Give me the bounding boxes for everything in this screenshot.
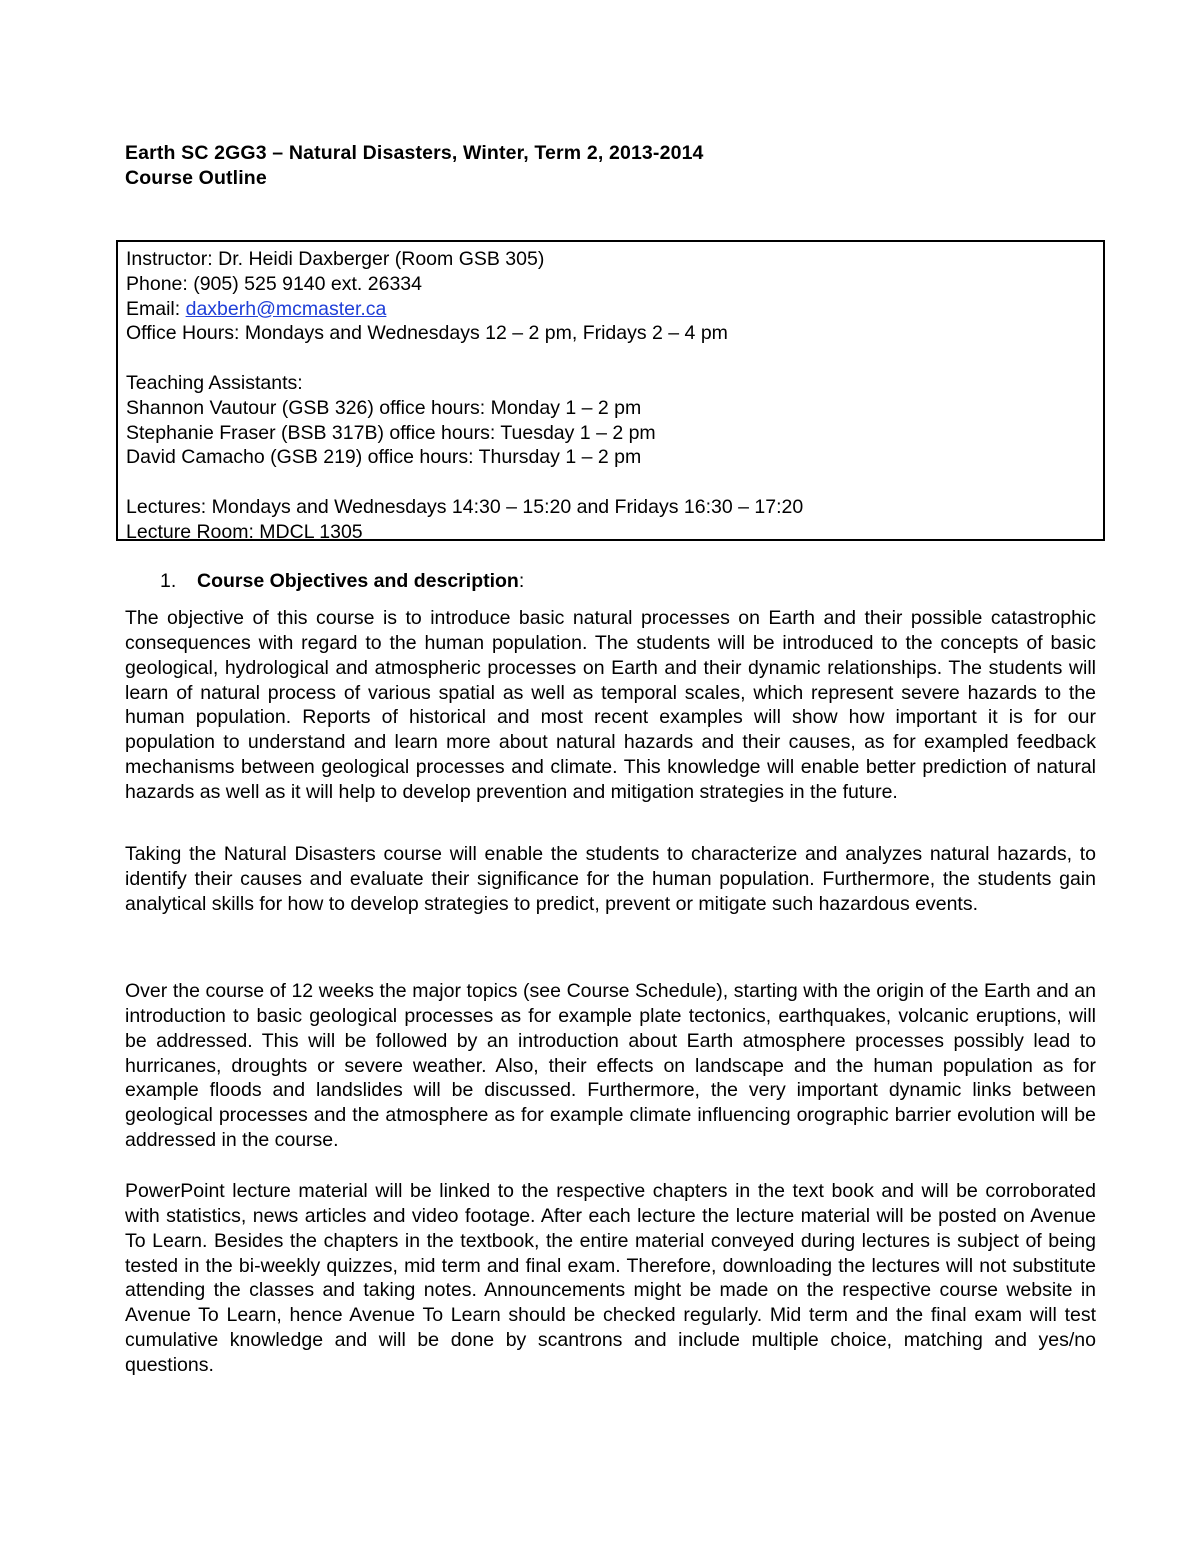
instructor-line: Instructor: Dr. Heidi Daxberger (Room GSB 305) xyxy=(126,248,545,270)
paragraph-skills: Taking the Natural Disasters course will enable the students to characterize and analyzes natural hazards, to identify their causes and evaluate their significance for the human population. Furthermore, the students gain analytical skills for how to develop strategies to predict, prevent or mitigate such hazardous events. xyxy=(125,843,1096,915)
spacer xyxy=(126,346,1095,371)
ta-heading: Teaching Assistants: xyxy=(126,371,303,394)
lecture-room-line: Lecture Room: MDCL 1305 xyxy=(126,520,363,543)
ta-line: Stephanie Fraser (BSB 317B) office hours: Tuesday 1 – 2 pm xyxy=(126,421,656,444)
course-info-box xyxy=(116,240,1105,541)
paragraph-objective: The objective of this course is to introduce basic natural processes on Earth and their possible catastrophic consequences with regard to the human population. The students will be introduced to the concepts of basic geological, hydrological and atmospheric processes on Earth and their dynamic relationships. The students will learn of natural process of various spatial as well as temporal scales, which represent severe hazards to the human population. Reports of historical and most recent examples will show how important it is for our population to understand and learn more about natural hazards and their causes, as for exampled feedback mechanisms between geological processes and climate. This knowledge will enable better prediction of natural hazards as well as it will help to develop prevention and mitigation strategies in the future. xyxy=(125,607,1096,803)
email-line xyxy=(126,297,1095,322)
section-heading-objectives xyxy=(160,569,524,594)
office-hours-line: Office Hours: Mondays and Wednesdays 12 – 2 pm, Fridays 2 – 4 pm xyxy=(126,322,728,345)
lectures-line: Lectures: Mondays and Wednesdays 14:30 – 15:20 and Fridays 16:30 – 17:20 xyxy=(126,495,804,518)
spacer xyxy=(126,470,1095,495)
course-title: Earth SC 2GG3 – Natural Disasters, Winter, Term 2, 2013-2014 xyxy=(125,142,704,164)
ta-line: David Camacho (GSB 219) office hours: Thursday 1 – 2 pm xyxy=(126,446,642,469)
email-label: Email: xyxy=(126,297,186,320)
document-header xyxy=(125,141,1085,191)
ta-line: Shannon Vautour (GSB 326) office hours: Monday 1 – 2 pm xyxy=(126,396,642,419)
section-title: Course Objectives and description xyxy=(197,570,519,592)
section-colon: : xyxy=(518,570,525,592)
phone-line: Phone: (905) 525 9140 ext. 26334 xyxy=(126,272,422,295)
section-number: 1. xyxy=(160,570,177,592)
paragraph-topics: Over the course of 12 weeks the major topics (see Course Schedule), starting with the origin of the Earth and an introduction to basic geological processes as for example plate tectonics, earthquakes, volcanic eruptions, will be addressed. This will be followed by an introduction about Earth atmosphere processes possibly lead to hurricanes, droughts or severe weather. Also, their effects on landscape and the human population as for example floods and landslides will be discussed. Furthermore, the very important dynamic links between geological processes and the atmosphere as for example climate influencing orographic barrier evolution will be addressed in the course. xyxy=(125,980,1096,1152)
email-link[interactable]: daxberh@mcmaster.ca xyxy=(185,297,387,320)
paragraph-lecture-material: PowerPoint lecture material will be linked to the respective chapters in the text book and will be corroborated with statistics, news articles and video footage. After each lecture the lecture material will be posted on Avenue To Learn. Besides the chapters in the textbook, the entire material conveyed during lectures is subject of being tested in the bi-weekly quizzes, mid term and final exam. Therefore, downloading the lectures will not substitute attending the classes and taking notes. Announcements might be made on the respective course website in Avenue To Learn, hence Avenue To Learn should be checked regularly. Mid term and the final exam will test cumulative knowledge and will be done by scantrons and include multiple choice, matching and yes/no questions. xyxy=(125,1180,1096,1376)
course-outline-subtitle: Course Outline xyxy=(125,167,267,189)
